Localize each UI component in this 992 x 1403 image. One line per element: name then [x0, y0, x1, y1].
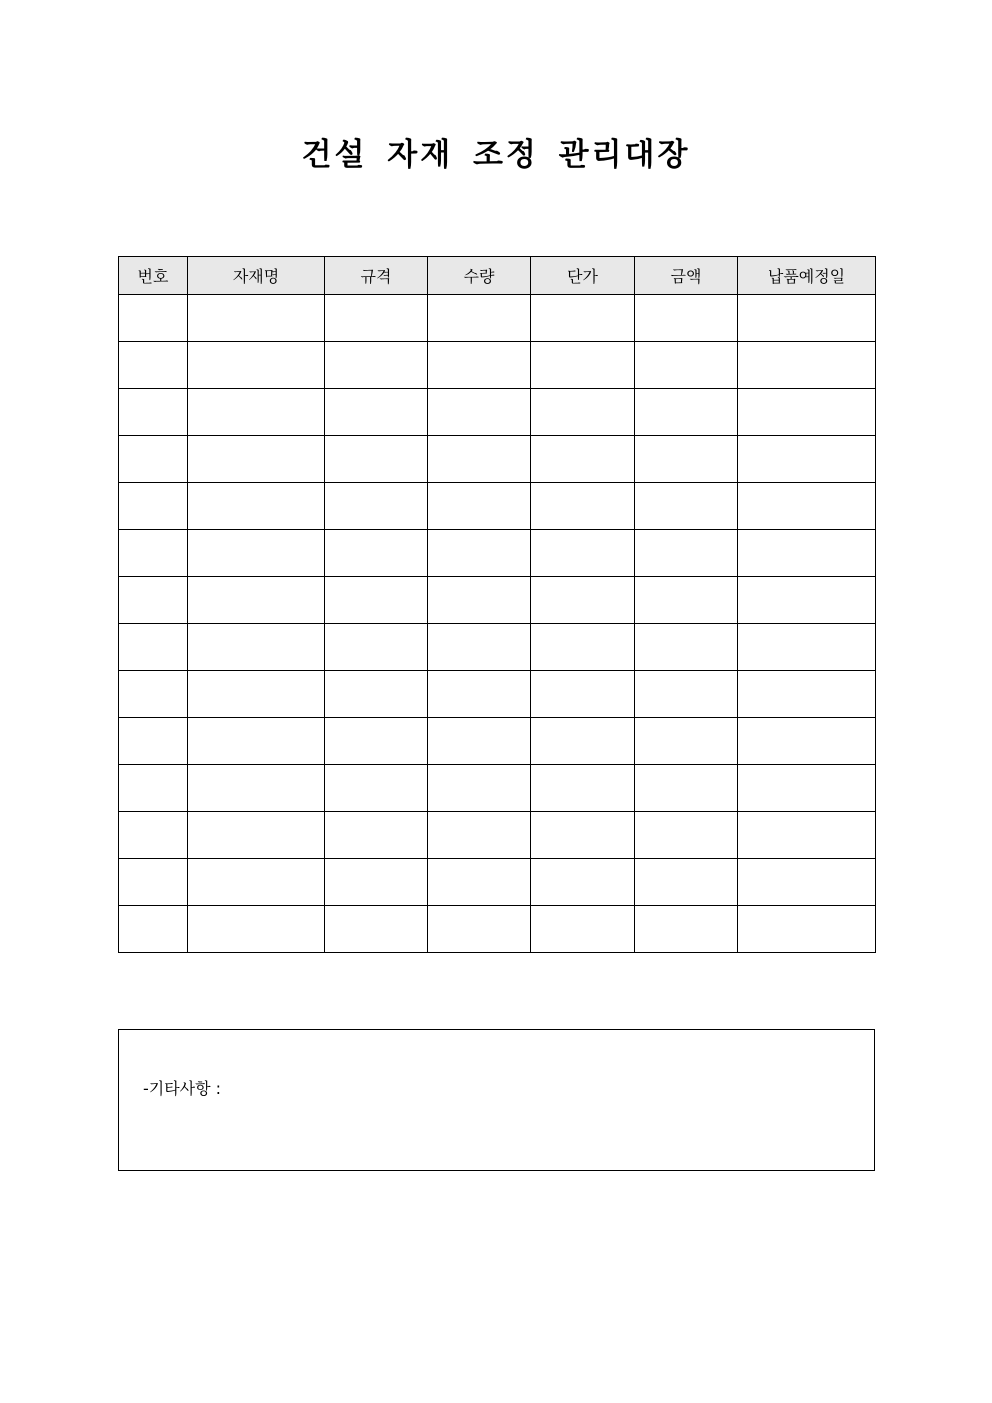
- table-cell[interactable]: [119, 624, 188, 671]
- material-ledger-table: [118, 256, 876, 953]
- table-cell[interactable]: [738, 718, 876, 765]
- table-cell[interactable]: [325, 389, 428, 436]
- table-row: [119, 718, 876, 765]
- table-row: [119, 295, 876, 342]
- header-delivery-date: 납품예정일: [738, 257, 876, 295]
- table-cell[interactable]: [738, 389, 876, 436]
- table-cell[interactable]: [635, 436, 738, 483]
- table-cell[interactable]: [635, 671, 738, 718]
- table-cell[interactable]: [738, 577, 876, 624]
- table-cell[interactable]: [738, 671, 876, 718]
- header-specification: 규격: [325, 257, 428, 295]
- table-cell[interactable]: [325, 530, 428, 577]
- table-cell[interactable]: [738, 295, 876, 342]
- table-cell[interactable]: [119, 530, 188, 577]
- table-cell[interactable]: [428, 624, 531, 671]
- table-cell[interactable]: [531, 577, 635, 624]
- table-cell[interactable]: [635, 859, 738, 906]
- table-row: [119, 624, 876, 671]
- table-row: [119, 389, 876, 436]
- table-cell[interactable]: [119, 765, 188, 812]
- table-cell[interactable]: [738, 624, 876, 671]
- table-cell[interactable]: [531, 859, 635, 906]
- table-cell[interactable]: [188, 859, 325, 906]
- table-cell[interactable]: [738, 530, 876, 577]
- table-cell[interactable]: [119, 859, 188, 906]
- table-cell[interactable]: [119, 718, 188, 765]
- table-cell[interactable]: [188, 624, 325, 671]
- table-cell[interactable]: [325, 765, 428, 812]
- table-cell[interactable]: [531, 718, 635, 765]
- table-cell[interactable]: [428, 718, 531, 765]
- table-cell[interactable]: [428, 483, 531, 530]
- table-row: [119, 671, 876, 718]
- table-cell[interactable]: [531, 671, 635, 718]
- table-cell[interactable]: [531, 389, 635, 436]
- header-quantity: 수량: [428, 257, 531, 295]
- table-cell[interactable]: [188, 295, 325, 342]
- table-cell[interactable]: [635, 718, 738, 765]
- table-cell[interactable]: [119, 671, 188, 718]
- table-cell[interactable]: [428, 577, 531, 624]
- table-cell[interactable]: [635, 295, 738, 342]
- table-cell[interactable]: [635, 906, 738, 953]
- table-cell[interactable]: [428, 859, 531, 906]
- table-cell[interactable]: [635, 342, 738, 389]
- table-row: [119, 342, 876, 389]
- header-amount: 금액: [635, 257, 738, 295]
- table-cell[interactable]: [531, 436, 635, 483]
- table-cell[interactable]: [531, 483, 635, 530]
- table-row: [119, 577, 876, 624]
- table-cell[interactable]: [325, 577, 428, 624]
- table-cell[interactable]: [635, 765, 738, 812]
- table-cell[interactable]: [635, 577, 738, 624]
- table-cell[interactable]: [119, 436, 188, 483]
- table-cell[interactable]: [635, 483, 738, 530]
- table-cell[interactable]: [428, 530, 531, 577]
- table-row: [119, 812, 876, 859]
- table-header-row: [119, 257, 876, 295]
- table-cell[interactable]: [188, 671, 325, 718]
- table-cell[interactable]: [188, 812, 325, 859]
- table-cell[interactable]: [531, 812, 635, 859]
- table-cell[interactable]: [188, 530, 325, 577]
- table-cell[interactable]: [325, 624, 428, 671]
- table-cell[interactable]: [428, 765, 531, 812]
- table-cell[interactable]: [119, 342, 188, 389]
- table-cell[interactable]: [119, 295, 188, 342]
- table-cell[interactable]: [119, 906, 188, 953]
- table-cell[interactable]: [428, 389, 531, 436]
- table-cell[interactable]: [738, 342, 876, 389]
- table-cell[interactable]: [188, 389, 325, 436]
- table-cell[interactable]: [325, 436, 428, 483]
- table-cell[interactable]: [738, 906, 876, 953]
- table-cell[interactable]: [188, 342, 325, 389]
- table-cell[interactable]: [428, 812, 531, 859]
- table-cell[interactable]: [635, 812, 738, 859]
- table-row: [119, 436, 876, 483]
- table-cell[interactable]: [325, 295, 428, 342]
- table-cell[interactable]: [188, 483, 325, 530]
- table-row: [119, 483, 876, 530]
- table-cell[interactable]: [188, 577, 325, 624]
- document-title: 건설 자재 조정 관리대장: [301, 137, 691, 173]
- table-cell[interactable]: [325, 671, 428, 718]
- table-cell[interactable]: [188, 718, 325, 765]
- table-row: [119, 906, 876, 953]
- table-cell[interactable]: [325, 483, 428, 530]
- table-cell[interactable]: [119, 483, 188, 530]
- table-cell[interactable]: [635, 389, 738, 436]
- header-unit-price: 단가: [531, 257, 635, 295]
- notes-box: [118, 1029, 875, 1171]
- table-row: [119, 859, 876, 906]
- table-cell[interactable]: [635, 530, 738, 577]
- table-cell[interactable]: [119, 812, 188, 859]
- header-number: 번호: [119, 257, 188, 295]
- table-cell[interactable]: [428, 436, 531, 483]
- table-cell[interactable]: [531, 765, 635, 812]
- table-cell[interactable]: [738, 436, 876, 483]
- table-cell[interactable]: [738, 483, 876, 530]
- table-cell[interactable]: [188, 906, 325, 953]
- table-cell[interactable]: [531, 906, 635, 953]
- table-cell[interactable]: [738, 812, 876, 859]
- table-cell[interactable]: [188, 765, 325, 812]
- table-body: [119, 295, 876, 953]
- notes-label: -기타사항 :: [143, 1079, 222, 1098]
- table-cell[interactable]: [119, 577, 188, 624]
- table-row: [119, 530, 876, 577]
- table-cell[interactable]: [119, 389, 188, 436]
- table-cell[interactable]: [428, 342, 531, 389]
- table-cell[interactable]: [325, 906, 428, 953]
- table-row: [119, 765, 876, 812]
- table-cell[interactable]: [531, 342, 635, 389]
- table-cell[interactable]: [531, 530, 635, 577]
- table-cell[interactable]: [325, 342, 428, 389]
- table-cell[interactable]: [428, 295, 531, 342]
- table-cell[interactable]: [531, 624, 635, 671]
- table-cell[interactable]: [325, 812, 428, 859]
- table-cell[interactable]: [738, 859, 876, 906]
- table-cell[interactable]: [428, 906, 531, 953]
- table-cell[interactable]: [738, 765, 876, 812]
- table-cell[interactable]: [325, 859, 428, 906]
- table-cell[interactable]: [188, 436, 325, 483]
- table-cell[interactable]: [635, 624, 738, 671]
- table-cell[interactable]: [428, 671, 531, 718]
- table-cell[interactable]: [531, 295, 635, 342]
- header-material-name: 자재명: [188, 257, 325, 295]
- table-cell[interactable]: [325, 718, 428, 765]
